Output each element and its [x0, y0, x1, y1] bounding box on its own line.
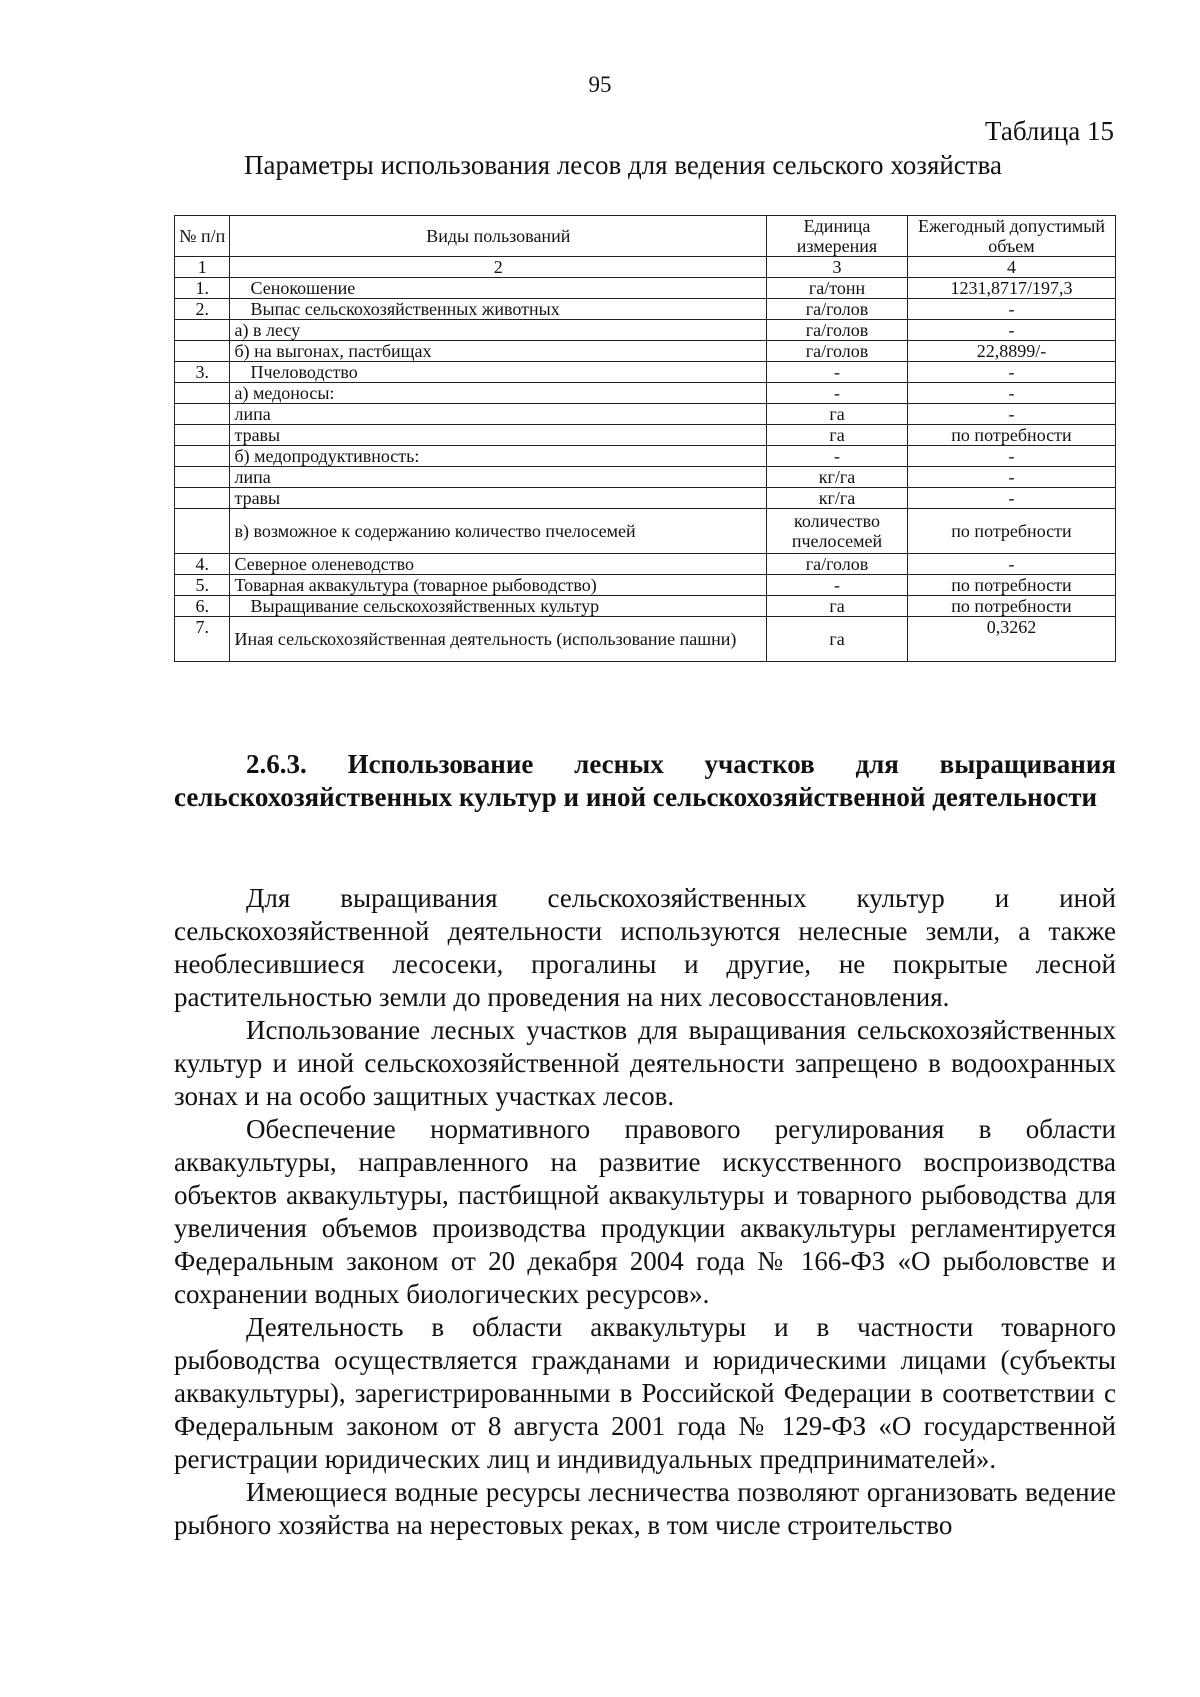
parameters-table — [174, 215, 1116, 662]
section-heading — [174, 748, 1116, 814]
table-row — [175, 554, 1116, 575]
row-num: 5. — [175, 575, 230, 596]
row-unit: га/голов — [767, 299, 908, 320]
row-volume: - — [907, 383, 1115, 404]
row-name: Выпас сельскохозяйственных животных — [230, 299, 767, 320]
table-row — [175, 488, 1116, 509]
column-number: 3 — [767, 257, 908, 278]
row-name: а) медоносы: — [230, 383, 767, 404]
row-unit: га/голов — [767, 320, 908, 341]
paragraph: Обеспечение нормативного правового регулирования в области аквакультуры, направленного на развитие искусственного воспроизводства объектов аквакультуры, пастбищной аквакультуры и товарного рыбоводства для увеличения объемов производства продукции аквакультуры регламентируется Федеральным законом от 20 декабря 2004 года № 166-ФЗ «О рыболовстве и сохранении водных биологических ресурсов». — [174, 1114, 1116, 1309]
row-volume: 0,3262 — [907, 617, 1115, 662]
row-unit: кг/га — [767, 467, 908, 488]
row-name: Сенокошение — [230, 278, 767, 299]
row-unit: га/голов — [767, 341, 908, 362]
row-volume: - — [907, 404, 1115, 425]
row-name: Пчеловодство — [230, 362, 767, 383]
row-num — [175, 467, 230, 488]
row-num — [175, 425, 230, 446]
row-name: травы — [230, 488, 767, 509]
row-unit: га — [767, 425, 908, 446]
table-row — [175, 617, 1116, 662]
header-num: № п/п — [175, 216, 230, 257]
row-num — [175, 404, 230, 425]
row-volume: 22,8899/- — [907, 341, 1115, 362]
table-row — [175, 575, 1116, 596]
row-name: липа — [230, 467, 767, 488]
row-num: 2. — [175, 299, 230, 320]
row-unit: - — [767, 446, 908, 467]
table-header-row — [175, 216, 1116, 257]
table-row — [175, 278, 1116, 299]
paragraph: Имеющиеся водные ресурсы лесничества позволяют организовать ведение рыбного хозяйства на нерестовых реках, в том числе строительство — [174, 1477, 1116, 1540]
table-row — [175, 467, 1116, 488]
row-unit: - — [767, 362, 908, 383]
row-name: травы — [230, 425, 767, 446]
row-num — [175, 509, 230, 554]
row-name: в) возможное к содержанию количество пчелосемей — [230, 509, 767, 554]
column-number: 1 — [175, 257, 230, 278]
row-num — [175, 383, 230, 404]
row-name: б) медопродуктивность: — [230, 446, 767, 467]
paragraph: Для выращивания сельскохозяйственных культур и иной сельскохозяйственной деятельности используются нелесные земли, а также необлесившиеся лесосеки, прогалины и другие, не покрытые лесной растительностью земли до проведения на них лесовосстановления. — [174, 883, 1116, 1012]
row-volume: по потребности — [907, 425, 1115, 446]
section-title: Использование лесных участков для выращивания сельскохозяйственных культур и иной сельскохозяйственной деятельности — [174, 749, 1116, 812]
table-row — [175, 425, 1116, 446]
column-number: 2 — [230, 257, 767, 278]
row-name: Иная сельскохозяйственная деятельность (использование пашни) — [230, 617, 767, 662]
table-row — [175, 341, 1116, 362]
row-volume: - — [907, 446, 1115, 467]
table-row — [175, 362, 1116, 383]
row-unit: - — [767, 383, 908, 404]
row-volume: по потребности — [907, 509, 1115, 554]
row-num: 6. — [175, 596, 230, 617]
table-label: Таблица 15 — [985, 116, 1114, 146]
paragraph: Деятельность в области аквакультуры и в частности товарного рыбоводства осуществляется гражданами и юридическими лицами (субъекты аквакультуры), зарегистрированными в Российской Федерации в соответствии с Федеральным законом от 8 августа 2001 года № 129-ФЗ «О государственной регистрации юридических лиц и индивидуальных предпринимателей». — [174, 1312, 1116, 1474]
column-number-row — [175, 257, 1116, 278]
row-num: 1. — [175, 278, 230, 299]
row-volume: - — [907, 554, 1115, 575]
row-name: липа — [230, 404, 767, 425]
row-unit: - — [767, 575, 908, 596]
row-name: Северное оленеводство — [230, 554, 767, 575]
row-num: 4. — [175, 554, 230, 575]
table-row — [175, 299, 1116, 320]
table-row — [175, 320, 1116, 341]
column-number: 4 — [907, 257, 1115, 278]
header-name: Виды пользований — [230, 216, 767, 257]
table-row — [175, 446, 1116, 467]
row-volume: - — [907, 362, 1115, 383]
row-volume: - — [907, 467, 1115, 488]
row-unit: га/тонн — [767, 278, 908, 299]
row-num — [175, 320, 230, 341]
section-number: 2.6.3. — [246, 749, 307, 779]
table-row — [175, 383, 1116, 404]
row-unit: га — [767, 596, 908, 617]
row-unit: га/голов — [767, 554, 908, 575]
table-row — [175, 596, 1116, 617]
row-name: Товарная аквакультура (товарное рыбоводство) — [230, 575, 767, 596]
row-volume: - — [907, 320, 1115, 341]
row-unit: кг/га — [767, 488, 908, 509]
row-name: а) в лесу — [230, 320, 767, 341]
row-unit: га — [767, 617, 908, 662]
row-num — [175, 488, 230, 509]
row-volume: 1231,8717/197,3 — [907, 278, 1115, 299]
row-num — [175, 341, 230, 362]
row-name: Выращивание сельскохозяйственных культур — [230, 596, 767, 617]
row-num — [175, 446, 230, 467]
row-volume: по потребности — [907, 575, 1115, 596]
table-row — [175, 509, 1116, 554]
table-title: Параметры использования лесов для ведения сельского хозяйства — [244, 150, 1002, 180]
header-volume: Ежегодный допустимый объем — [907, 216, 1115, 257]
row-unit: количество пчелосемей — [767, 509, 908, 554]
header-unit: Единица измерения — [767, 216, 908, 257]
row-num: 3. — [175, 362, 230, 383]
body-text — [174, 882, 1116, 1542]
row-volume: - — [907, 488, 1115, 509]
row-volume: - — [907, 299, 1115, 320]
row-num: 7. — [175, 617, 230, 662]
row-volume: по потребности — [907, 596, 1115, 617]
table-row — [175, 404, 1116, 425]
page-number: 95 — [588, 72, 612, 97]
paragraph: Использование лесных участков для выращивания сельскохозяйственных культур и иной сельскохозяйственной деятельности запрещено в водоохранных зонах и на особо защитных участках лесов. — [174, 1015, 1116, 1111]
row-unit: га — [767, 404, 908, 425]
row-name: б) на выгонах, пастбищах — [230, 341, 767, 362]
